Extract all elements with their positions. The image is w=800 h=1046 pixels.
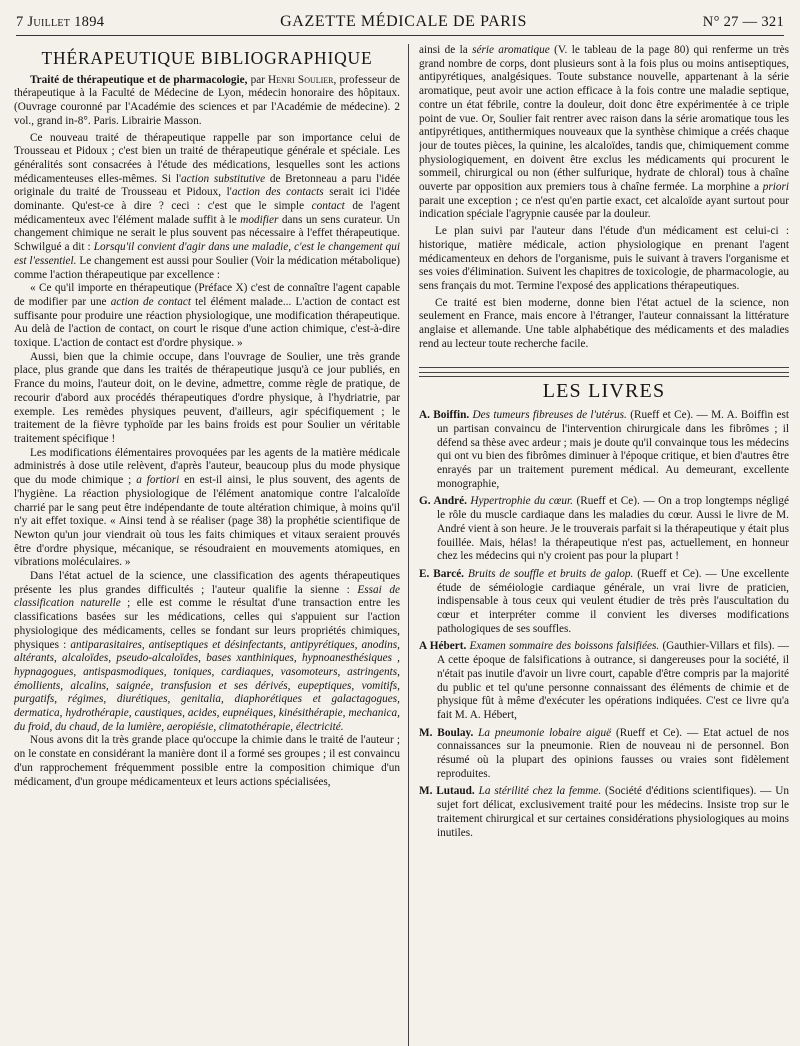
column-divider bbox=[408, 44, 409, 1046]
book-details: professeur de thérapeutique à la Faculté de Médecine de Lyon, médecin honoraire des hôpitaux. (Ouvrage couronné par l'Académie des sciences et par l'Académie de médecine). 2 vol., grand in-8°. Paris. Librairie Masson. bbox=[14, 73, 400, 127]
book-review-title: Des tumeurs fibreuses de l'utérus. bbox=[472, 409, 627, 422]
text-run: serait ici l'idée dominante. Qu'est-ce à dire ? ceci : c'est que le simple bbox=[14, 186, 400, 213]
header-journal-title: GAZETTE MÉDICALE DE PARIS bbox=[280, 13, 527, 30]
section-double-rule bbox=[419, 372, 789, 377]
header-issue-page: N° 27 — 321 bbox=[702, 14, 784, 30]
book-review-title: La stérilité chez la femme. bbox=[478, 785, 602, 798]
section-rule bbox=[419, 367, 789, 368]
running-header bbox=[16, 8, 784, 36]
book-review-author: G. André. bbox=[419, 495, 467, 508]
book-review-publisher: (Rueff et Ce). — bbox=[616, 726, 699, 739]
text-run: « Ce qu'il importe en thérapeutique (Préface X) c'est de connaître l'agent capable de modifier par une bbox=[14, 282, 400, 308]
book-reference bbox=[14, 74, 400, 129]
italic-list: antiparasitaires, antiseptiques et désinfectants, antipyrétiques, anodins, altérants, alcaloïdes, pseudo-alcaloïdes, bases xanthiniques, hypnoanesthésiques , hypnagogues, antispasmodiques, toniques, cardiaques, vasomoteurs, astringents, émollients, alcalins, saignée, transfusion et ses dérivés, eupeptiques, vomitifs, purgatifs, régimes, diurétiques, genitalia, diaphorétiques et galactagogues, dermatica, hydrothérapie, caustiques, acides, eupnéiques, kinésithérapie, mechanica, du froid, du chaud, de la lumière, aeropiésie, climatothérapie, électricité. bbox=[14, 638, 400, 733]
text-run: en est-il ainsi, le plus souvent, des agents de l'hygiène. La réaction physiologique de l'élément anatomique contre l'alcaloïde charrié par le sang peut être indépendante de toute altération chimique, à moins qu'il n'y ait effet toxique. « Ainsi tend à se réaliser (page 38) la prophétie scientifique de Newton qu'un jour viendrait où tous les faits chimiques et vitaux seraient prouvés être d'ordre physique, mécanique, se résoudraient en mouvements atomiques, en vibrations moléculaires. » bbox=[14, 474, 400, 569]
book-review-author: A. Boiffin. bbox=[419, 409, 470, 422]
paragraph bbox=[14, 447, 400, 570]
book-review-author: A Hébert. bbox=[419, 640, 467, 653]
italic-run: modifier bbox=[240, 213, 279, 226]
book-review-publisher: (Gauthier-Villars et fils). — bbox=[662, 640, 789, 653]
paragraph: Nous avons dit la très grande place qu'occupe la chimie dans le traité de l'auteur ; on le constate en considérant la manière dont il a formé ses groupes ; il est convaincu d'un rapprochement fréquemment possible entre la composition chimique d'un médicament, d'un groupe médicamenteux et leurs actions spécialisées, bbox=[14, 734, 400, 788]
book-author: Henri Soulier, bbox=[268, 73, 337, 86]
book-review-title: Bruits de souffle et bruits de galop. bbox=[467, 567, 634, 580]
text-run: Dans l'état actuel de la science, une classification des agents thérapeutiques présente les plus grandes difficultés ; l'auteur qualifie la sienne : bbox=[14, 570, 400, 596]
book-review-text: Un sujet fort délicat, exclusivement traité pour les médecins. Insiste trop sur le traitement chirurgical et sur certaines considérations physiologiques au moins inutiles. bbox=[437, 785, 789, 839]
text-run: ; elle est comme le résultat d'une transaction entre les classifications basées sur les médications, celles qui s'appuient sur l'action physiologique des médicaments, celles se fondant sur leurs propriétés chimiques, physiques : bbox=[14, 597, 400, 651]
book-review bbox=[419, 640, 789, 722]
text-run: parait une exception ; ce n'est qu'en partie exact, cet alcaloïde ayant surtout pour indication spéciale l'agrypnie causée par la douleur. bbox=[419, 194, 789, 221]
text-run: ainsi de la bbox=[419, 44, 473, 56]
paragraph bbox=[14, 282, 400, 351]
book-review-title: La pneumonie lobaire aiguë bbox=[478, 726, 612, 739]
paragraph bbox=[14, 570, 400, 734]
paragraph: Ce traité est bien moderne, donne bien l'état actuel de la science, non seulement en France, mais encore à l'étranger, l'auteur connaissant la littérature anglaise et allemande. Une table alphabétique des médicaments et des maladies rend au lecteur toute recherche facile. bbox=[419, 296, 789, 350]
book-reviews-list bbox=[419, 409, 789, 840]
books-section-title: LES LIVRES bbox=[542, 380, 666, 403]
paragraph: Le plan suivi par l'auteur dans l'étude d'un médicament est celui-ci : historique, matière médicale, action physiologique en prenant l'agent médicamenteux en dehors de l'organisme, puis le suivant à travers l'organisme et ses voies d'élimination. Suivent les chapitres de toxicologie, de pharmacologie, au sens français du mot. Termine l'exposé des applications thérapeutiques. bbox=[419, 225, 789, 292]
right-column bbox=[419, 44, 789, 1046]
book-review bbox=[419, 727, 789, 782]
italic-run: a fortiori bbox=[136, 474, 180, 487]
text-run: dans un sens curateur. Un changement chimique ne serait le plus souvent pas nécessaire à l'effet thérapeutique. Schwilgué a dit : bbox=[14, 213, 400, 254]
italic-run: série aromatique bbox=[472, 44, 550, 56]
text-run: de Bretonneau a paru l'idée originale du traité de Trousseau et Pidoux, l' bbox=[14, 172, 400, 199]
book-review-author: M. Boulay. bbox=[419, 726, 474, 739]
text-run: (V. le tableau de la page 80) qui renferme un très grand nombre de corps, dont plusieurs sont à la fois plus ou moins antiseptiques, antipyrétiques, analgésiques. Toute substance nouvelle, appartenant à la série aromatique, peut avoir une action efficace à la fois contre une maladie septique, contre un état fébrile, contre la douleur, doit donc être expérimentée à ce triple point de vue. Or, Soulier fait rentrer avec raison dans la série aromatique tous les antipyrétiques, antithermiques nouveaux que la synthèse chimique a créés chaque jour de toutes pièces, la quinine, les alcaloïdes, tandis que, chimiquement comme physiologiquement, en doivent être exclus les médicaments qui procurent le sommeil, chirurgical ou non (éther sulfurique, hydrate de chloral) tous à chaîne ouverte par opposition aux premiers tous à chaîne fermée. La morphine a bbox=[419, 44, 789, 194]
book-review-author: E. Barcé. bbox=[419, 567, 464, 580]
text-run: Le changement est aussi pour Soulier (Voir la médication métabolique) comme l'action thérapeutique par excellence : bbox=[14, 254, 400, 281]
book-review-publisher: (Société d'éditions scientifiques). — bbox=[605, 785, 772, 798]
italic-run: priori bbox=[762, 181, 789, 194]
book-review bbox=[419, 409, 789, 491]
book-review-publisher: (Rueff et Ce). — bbox=[576, 495, 655, 508]
header-date: 7 Juillet 1894 bbox=[16, 14, 105, 30]
left-column bbox=[14, 44, 400, 1046]
book-review-title: Examen sommaire des boissons falsifiées. bbox=[469, 640, 660, 653]
text-run: Ce nouveau traité de thérapeutique rappelle par son importance celui de Trousseau et Pidoux ; c'est bien un traité de thérapeutique générale et spéciale. Les généralités sont consacrées à l'étude des médications, lesquelles sont les actions médicamenteuses elles-mêmes. Si l' bbox=[14, 131, 400, 185]
paragraph bbox=[14, 132, 400, 283]
book-review-author: M. Lutaud. bbox=[419, 785, 475, 798]
section-title: THÉRAPEUTIQUE BIBLIOGRAPHIQUE bbox=[41, 48, 373, 68]
text-run: Les modifications élémentaires provoquées par les agents de la matière médicale administrés à dose utile relèvent, d'après l'auteur, beaucoup plus du mode physique que du mode chimique ; bbox=[14, 446, 400, 487]
book-review-text: M. A. Boiffin est un partisan convaincu de l'intervention chirurgicale dans les fibrômes ; il défend sa thèse avec ardeur ; mais je doute qu'il convainque tous les médecins qui ont vu bien des fibrômes diminuer à l'époque critique, et bien d'autres être enrayés par un traitement purement médical. Au demeurant, excellente monographie, bbox=[437, 409, 789, 490]
italic-run: contact bbox=[311, 200, 345, 213]
book-title: Traité de thérapeutique et de pharmacologie, bbox=[30, 73, 248, 86]
italic-run: Essai de classification naturelle bbox=[14, 583, 400, 610]
book-review bbox=[419, 785, 789, 840]
book-review-publisher: (Rueff et Ce). — bbox=[630, 409, 708, 422]
italic-run: action substitutive bbox=[181, 172, 266, 185]
paragraph bbox=[419, 44, 789, 222]
book-review bbox=[419, 568, 789, 637]
italic-run: action des contacts bbox=[231, 186, 324, 199]
italic-run: action de contact bbox=[110, 295, 191, 308]
book-review-title: Hypertrophie du cœur. bbox=[470, 495, 573, 508]
book-by: par bbox=[250, 73, 265, 86]
text-run: tel élément malade... L'action de contact est suffisante pour produire une réaction physiologique, une modification thérapeutique. Au delà de l'action de contact, on court le risque d'une action chimique, c'est-à-dire toxique. L'action de contact est d'ordre physique. » bbox=[14, 295, 400, 350]
paragraph: Aussi, bien que la chimie occupe, dans l'ouvrage de Soulier, une très grande place, plus grande que dans les traités de thérapeutique jusqu'à ce jour publiés, en France du moins, l'auteur doit, on le devine, admettre, comme règle de pratique, de recourir d'abord aux procédés thérapeutiques d'ordre physique, à l'hydriatrie, par exemple. Les remèdes physiques peuvent, d'ailleurs, agir spécifiquement ; le traitement de la fièvre typhoïde par les bains froids est pour Soulier un véritable traitement spécifique ! bbox=[14, 350, 400, 445]
book-review-text: Etat actuel de nos connaissances sur la pneumonie. Rien de nouveau ni de personnel. Bon résumé où la plupart des opinions fausses ou vraies sont fidèlement reproduites. bbox=[437, 726, 789, 780]
text-run: de l'agent médicamenteux avec l'élément malade suffit à le bbox=[14, 200, 400, 226]
book-review bbox=[419, 495, 789, 564]
italic-run: Lorsqu'il convient d'agir dans une maladie, c'est le changement qui est l'essentiel. bbox=[14, 241, 400, 267]
book-review-text: A cette époque de falsifications à outrance, si dangereuses pour la société, il n'était pas inutile d'avoir un livre court, capable d'être compris par la majorité du public et tel qu'une personne connaissant des éléments de chimie et de physique fût à même d'exécuter les opérations indiquées. C'est ce livre qu'a fait M. A. Hébert, bbox=[437, 654, 789, 721]
book-review-text: On a trop longtemps négligé le rôle du muscle cardiaque dans les maladies du cœur. Aussi le livre de M. André vient à son heure. Je le trouverais parfait si la thérapeutique y était plus fouillée. Mais, hélas! la thérapeutique n'est pas, actuellement, en honneur chez les médecins qui n'y croient pas pour la plupart ! bbox=[437, 495, 789, 563]
book-review-publisher: (Rueff et Ce). — bbox=[637, 567, 717, 580]
book-review-text: Une excellente étude de séméiologie cardiaque générale, un vrai livre de praticien, indispensable à tous ceux qui veulent étudier de très près l'auscultation du cœur et interpréter comme il convient les diverses modifications pathologiques de ses souffles. bbox=[437, 567, 789, 635]
